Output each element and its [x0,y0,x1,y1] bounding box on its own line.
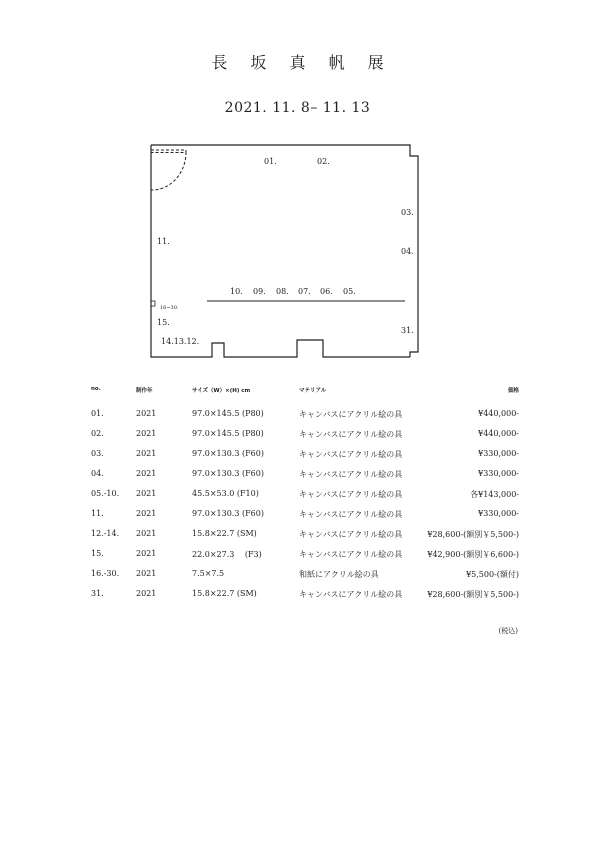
cell-price: ¥330,000- [478,509,519,518]
cell-no: 04. [91,469,104,478]
cell-year: 2021 [136,549,157,558]
cell-material: キャンバスにアクリル絵の具 [299,470,403,479]
plan-label-31: 31. [401,326,414,335]
cell-year: 2021 [136,449,157,458]
cell-year: 2021 [136,589,157,598]
plan-label-16-30: 16~30. [160,305,179,311]
cell-material: キャンバスにアクリル絵の具 [299,430,403,439]
plan-label-04: 04. [401,247,414,256]
plan-label-07: 07. [298,287,311,296]
plan-label-01: 01. [264,157,277,166]
cell-price: ¥330,000- [478,469,519,478]
plan-label-15: 15. [157,318,170,327]
plan-label-06: 06. [320,287,333,296]
cell-price: ¥440,000- [478,409,519,418]
cell-price: ¥440,000- [478,429,519,438]
cell-price: 各¥143,000- [470,490,519,499]
header-size: サイズ（W）×(H) cm [192,388,251,394]
cell-no: 02. [91,429,104,438]
cell-year: 2021 [136,509,157,518]
plan-label-03: 03. [401,208,414,217]
cell-size: 15.8×22.7 (SM) [192,529,257,538]
table-row [91,525,521,545]
cell-no: 11. [91,509,104,518]
door-swing [151,150,186,190]
cell-material: キャンバスにアクリル絵の具 [299,590,403,599]
cell-material: 和紙にアクリル絵の具 [299,570,379,579]
header-material: マテリアル [299,388,327,394]
cell-size: 15.8×22.7 (SM) [192,589,257,598]
plan-label-09: 09. [253,287,266,296]
header-price: 価格 [507,388,519,394]
cell-material: キャンバスにアクリル絵の具 [299,510,403,519]
wall-top [186,145,418,357]
table-row [91,445,521,465]
cell-size: 22.0×27.3 (F3) [192,550,262,559]
cell-no: 12.-14. [91,529,120,538]
cell-size: 97.0×145.5 (P80) [192,429,264,438]
cell-material: キャンバスにアクリル絵の具 [299,410,403,419]
cell-size: 97.0×145.5 (P80) [192,409,264,418]
price-list-table [91,383,521,605]
cell-size: 45.5×53.0 (F10) [192,489,259,498]
cell-no: 16.-30. [91,569,120,578]
cell-no: 01. [91,409,104,418]
table-row [91,585,521,605]
exhibition-title: 長 坂 真 帆 展 [211,53,393,72]
table-header [91,383,521,405]
cell-material: キャンバスにアクリル絵の具 [299,450,403,459]
plan-label-14-12: 14.13.12. [161,337,200,346]
header-year: 制作年 [136,388,153,394]
cell-no: 31. [91,589,104,598]
cell-material: キャンバスにアクリル絵の具 [299,550,403,559]
header-no: no. [91,386,101,392]
plan-label-02: 02. [317,157,330,166]
plan-label-05: 05. [343,287,356,296]
cell-price: ¥5,500-(額付) [466,570,519,579]
exhibition-dates: 2021. 11. 8– 11. 13 [224,100,371,116]
tax-note: (税込) [498,627,518,635]
cell-year: 2021 [136,569,157,578]
cell-no: 05.-10. [91,489,120,498]
cell-year: 2021 [136,429,157,438]
cell-year: 2021 [136,489,157,498]
cell-price: ¥28,600-(額別￥5,500-) [427,590,519,599]
cell-price: ¥42,900-(額別￥6,600-) [427,550,519,559]
table-row [91,545,521,565]
table-row [91,565,521,585]
table-row [91,465,521,485]
cell-no: 03. [91,449,104,458]
cell-year: 2021 [136,409,157,418]
cell-size: 97.0×130.3 (F60) [192,509,264,518]
plan-label-11: 11. [157,237,170,246]
wall-bottom-right [237,340,410,357]
cell-price: ¥330,000- [478,449,519,458]
cell-size: 7.5×7.5 [192,569,225,578]
floor-plan [0,0,595,380]
table-row [91,425,521,445]
table-row [91,405,521,425]
cell-year: 2021 [136,529,157,538]
cell-year: 2021 [136,469,157,478]
cell-price: ¥28,600-(額別￥5,500-) [427,530,519,539]
cell-material: キャンバスにアクリル絵の具 [299,490,403,499]
plan-label-10: 10. [230,287,243,296]
table-row [91,485,521,505]
cell-size: 97.0×130.3 (F60) [192,469,264,478]
table-row [91,505,521,525]
cell-material: キャンバスにアクリル絵の具 [299,530,403,539]
cell-no: 15. [91,549,104,558]
plan-label-08: 08. [276,287,289,296]
cell-size: 97.0×130.3 (F60) [192,449,264,458]
